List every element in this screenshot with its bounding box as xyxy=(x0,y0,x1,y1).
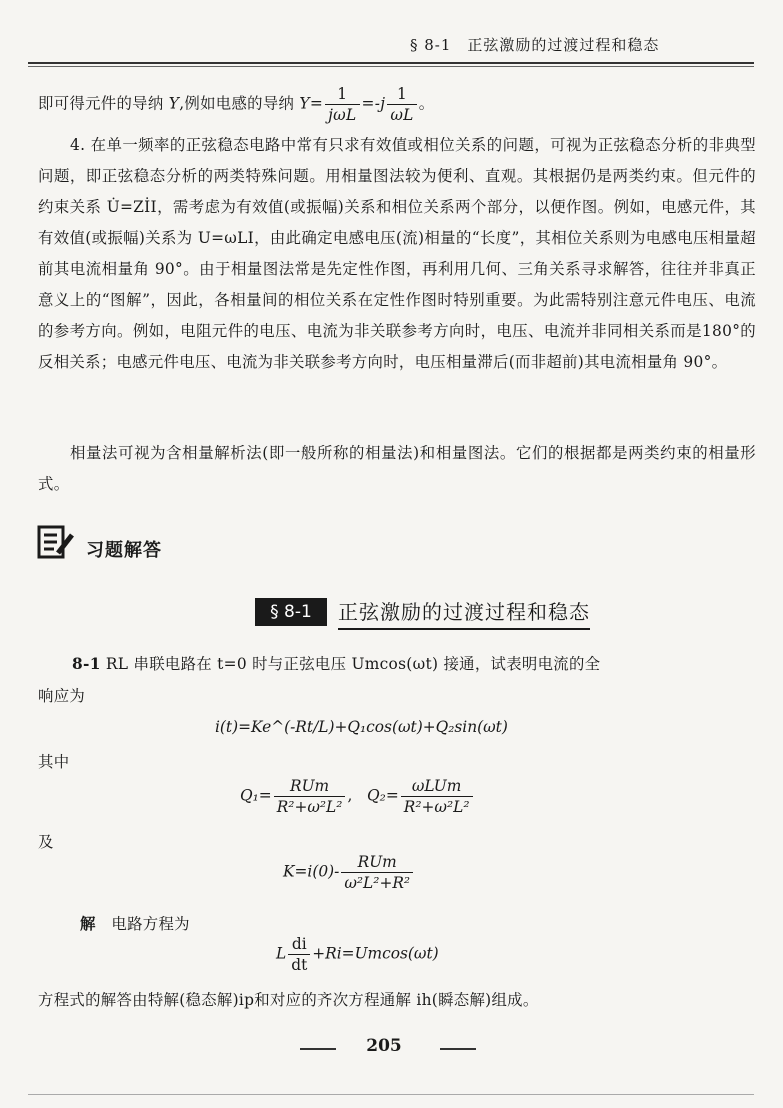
eq-rest: +Ri=Umcos(ωt) xyxy=(312,944,439,963)
problem-line-2: 响应为 xyxy=(38,687,86,705)
notepad-pencil-icon xyxy=(36,523,76,561)
q1-den: R²+ω²L² xyxy=(276,798,343,816)
q1-lhs: Q₁= xyxy=(240,786,272,805)
where-text: 其中 xyxy=(38,753,70,771)
fraction-1-den: jωL xyxy=(328,106,357,124)
solution-text: 电路方程为 xyxy=(95,915,190,933)
di-num: di xyxy=(288,934,310,955)
solution-label: 解 xyxy=(80,915,96,933)
problem-line-1 xyxy=(72,652,600,674)
eq-l: L xyxy=(276,944,287,963)
q-sep: , xyxy=(347,786,353,805)
equation-q xyxy=(240,776,475,817)
fraction-2 xyxy=(387,84,416,125)
eq-y: Y xyxy=(299,94,310,113)
problem-label: 8-1 xyxy=(72,655,101,673)
fraction-1 xyxy=(325,84,359,125)
subsection-badge: § 8-1 xyxy=(255,598,327,626)
paragraph-4: 4. 在单一频率的正弦稳态电路中常有只求有效值或相位关系的问题，可视为正弦稳态分析的非典型问题，即正弦稳态分析的两类特殊问题。用相量图法较为便利、直观。其根据仍是两类约束。但元件的约束关系 U̇=ZİI，需考虑为有效值(或振幅)关系和相位关系两个部分，以便作图。例如，电感元件，其有效值(或振幅)关系为 U=ωLI，由此确定电感电压(流)相量的“长度”，其相位关系则为电感电压相量超前其电流相量角 90°。由于相量图法常是先定性作图，再利用几何、三角关系寻求解答，往往并非真正意义上的“图解”，因此，各相量间的相位关系在定性作图时特别重要。为此需特别注意元件电压、电流的参考方向。例如，电阻元件的电压、电流为非关联参考方向时，电压、电流并非同相关系而是180°的反相关系；电感元件电压、电流为非关联参考方向时，电压相量滞后(而非超前)其电流相量角 90°。 xyxy=(38,136,756,371)
q2-num: ωLUm xyxy=(401,776,473,797)
k-lhs: K=i(0)- xyxy=(283,862,340,881)
header-rule-thin xyxy=(28,66,754,67)
k-num: RUm xyxy=(341,852,413,873)
solution-final: 方程式的解答由特解(稳态解)ip和对应的齐次方程通解 ih(瞬态解)组成。 xyxy=(38,991,539,1009)
intro-end: 。 xyxy=(418,94,435,113)
intro-prefix: 即可得元件的导纳 xyxy=(38,94,169,113)
fraction-1-num: 1 xyxy=(325,84,359,105)
k-den: ω²L²+R² xyxy=(344,874,411,892)
fraction-2-num: 1 xyxy=(387,84,416,105)
running-header: § 8-1 正弦激励的过渡过程和稳态 xyxy=(410,36,660,54)
problem-text-1: RL 串联电路在 t=0 时与正弦电压 Umcos(ωt) 接通，试表明电流的全 xyxy=(100,655,601,673)
q2-fraction xyxy=(401,776,473,817)
di-dt-fraction xyxy=(288,934,310,975)
q1-num: RUm xyxy=(274,776,346,797)
q2-lhs: Q₂= xyxy=(367,786,399,805)
intro-line xyxy=(38,84,434,125)
paragraph-5: 相量法可视为含相量解析法(即一般所称的相量法)和相量图法。它们的根据都是两类约束的相量形式。 xyxy=(38,444,756,493)
q2-den: R²+ω²L² xyxy=(403,798,470,816)
eq-sign: = xyxy=(309,94,324,113)
section-title: 习题解答 xyxy=(86,540,162,561)
bottom-rule xyxy=(28,1094,754,1095)
page-dash-left xyxy=(300,1048,336,1050)
page-number: 205 xyxy=(366,1036,402,1056)
k-fraction xyxy=(341,852,413,893)
eq-minus-j: =-j xyxy=(361,94,386,113)
page-dash-right xyxy=(440,1048,476,1050)
var-y: Y xyxy=(168,94,180,113)
equation-circuit xyxy=(276,934,439,975)
fraction-2-den: ωL xyxy=(390,106,414,124)
and-text: 及 xyxy=(38,833,54,851)
header-rule xyxy=(28,62,754,64)
equation-current: i(t)=Ke^(-Rt/L)+Q₁cos(ωt)+Q₂sin(ωt) xyxy=(215,718,508,736)
dt-den: dt xyxy=(291,956,308,974)
solution-line xyxy=(80,912,190,934)
subsection-title: 正弦激励的过渡过程和稳态 xyxy=(338,598,590,630)
intro-mid: ,例如电感的导纳 xyxy=(179,94,300,113)
q1-fraction xyxy=(274,776,346,817)
equation-k xyxy=(283,852,415,893)
